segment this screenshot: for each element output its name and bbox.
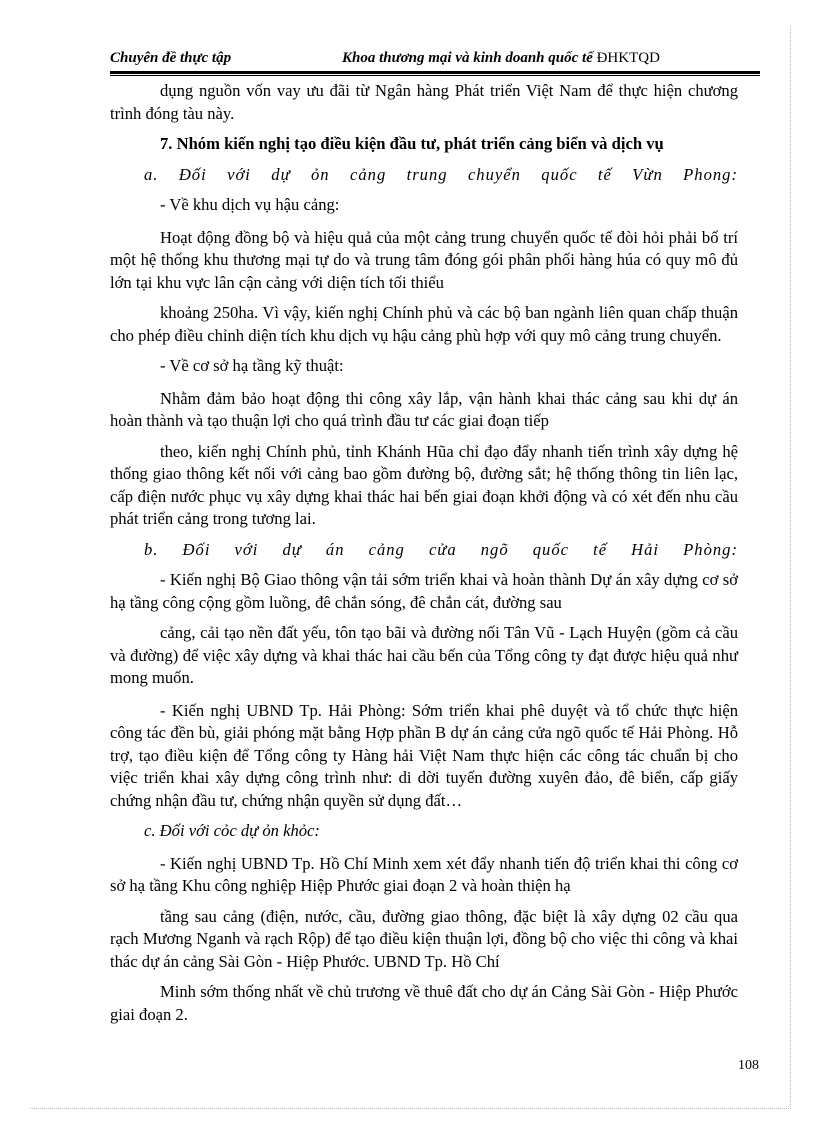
paragraph: - Kiến nghị Bộ Giao thông vận tải sớm triển khai và hoàn thành Dự án xây dựng cơ sở hạ tầng công cộng gồm luồng, đê chắn sóng, đê chắn cát, đường sau [110, 570, 738, 612]
paragraph: theo, kiến nghị Chính phủ, tỉnh Khánh Hũa chỉ đạo đẩy nhanh tiến trình xây dựng hệ thống giao thông kết nối với cảng bao gồm đường bộ, đường sắt; hệ thống thông tin liên lạc, cấp điện nước phục vụ xây dựng khai thác hai bến giai đoạn khởi động và có xét đến nhu cầu phát triển cảng trong tương lai. [110, 441, 738, 528]
page-number: 108 [738, 1058, 759, 1073]
subsection-heading: c. Đối với cỏc dự ỏn khỏc: [144, 821, 320, 840]
header-faculty: Khoa thương mại và kinh doanh quốc tế [342, 50, 593, 66]
document-body [110, 80, 738, 1026]
header-rule [110, 71, 760, 74]
paragraph: - Về khu dịch vụ hậu cảng: [160, 195, 340, 214]
header-right-title [342, 50, 660, 67]
section-heading: 7. Nhóm kiến nghị tạo điều kiện đầu tư, phát triển cảng biển và dịch vụ [160, 134, 664, 153]
page-header [110, 50, 760, 72]
subsection-heading: a. Đối với dự ỏn cảng trung chuyển quốc tế Vừn Phong: [144, 164, 738, 184]
subsection-heading: b. Đối với dự án cảng cửa ngõ quốc tế Hải Phòng: [144, 539, 738, 559]
paragraph: dụng nguồn vốn vay ưu đãi từ Ngân hàng Phát triển Việt Nam để thực hiện chương trình đóng tàu này. [110, 81, 738, 123]
paragraph: - Kiến nghị UBND Tp. Hồ Chí Minh xem xét đẩy nhanh tiến độ triển khai thi công cơ sở hạ tầng Khu công nghiệp Hiệp Phước giai đoạn 2 và hoàn thiện hạ [110, 853, 738, 895]
header-university-abbr: ĐHKTQD [596, 50, 660, 66]
paragraph: Minh sớm thống nhất về chủ trương về thuê đất cho dự án Cảng Sài Gòn - Hiệp Phước giai đoạn 2. [110, 982, 738, 1024]
paragraph: - Về cơ sở hạ tầng kỹ thuật: [160, 356, 344, 375]
paragraph: cảng, cải tạo nền đất yếu, tôn tạo bãi và đường nối Tân Vũ - Lạch Huyện (gồm cả cầu và đường) để việc xây dựng và khai thác hai cầu bến của Tổng công ty đạt được hiệu quả như mong muốn. [110, 623, 738, 687]
paragraph: khoảng 250ha. Vì vậy, kiến nghị Chính phủ và các bộ ban ngành liên quan chấp thuận cho phép điều chỉnh diện tích khu dịch vụ hậu cảng phù hợp với quy mô cảng trung chuyển. [110, 303, 738, 345]
paragraph: Nhằm đảm bảo hoạt động thi công xây lắp, vận hành khai thác cảng sau khi dự án hoàn thành và tạo thuận lợi cho quá trình đầu tư các giai đoạn tiếp [110, 388, 738, 430]
header-left-title: Chuyên đề thực tập [110, 50, 232, 66]
paragraph: tầng sau cảng (điện, nước, cầu, đường giao thông, đặc biệt là xây dựng 02 cầu qua rạch Mương Nganh và rạch Rộp) để tạo điều kiện thuận lợi, đồng bộ cho việc thi công và khai thác dự án cảng Sài Gòn - Hiệp Phước. UBND Tp. Hồ Chí [110, 906, 738, 971]
paragraph: Hoạt động đồng bộ và hiệu quả của một cảng trung chuyển quốc tế đòi hỏi phải bố trí một hệ thống khu thương mại tự do và trung tâm đóng gói phân phối hàng húa có quy mô đủ lớn tại khu vực lân cận cảng với diện tích tối thiểu [110, 227, 738, 292]
paragraph: - Kiến nghị UBND Tp. Hải Phòng: Sớm triển khai phê duyệt và tổ chức thực hiện công tác đền bù, giải phóng mặt bằng Hợp phần B dự án cảng cửa ngõ quốc tế Hải Phòng. Hỗ trợ, tạo điều kiện để Tổng công ty Hàng hải Việt Nam thực hiện các công tác chuẩn bị cho việc triển khai xây dựng công trình như: di dời tuyến đường xuyên đảo, đê biển, cấp giấy chứng nhận đầu tư, chứng nhận quyền sử dụng đất… [110, 700, 738, 810]
